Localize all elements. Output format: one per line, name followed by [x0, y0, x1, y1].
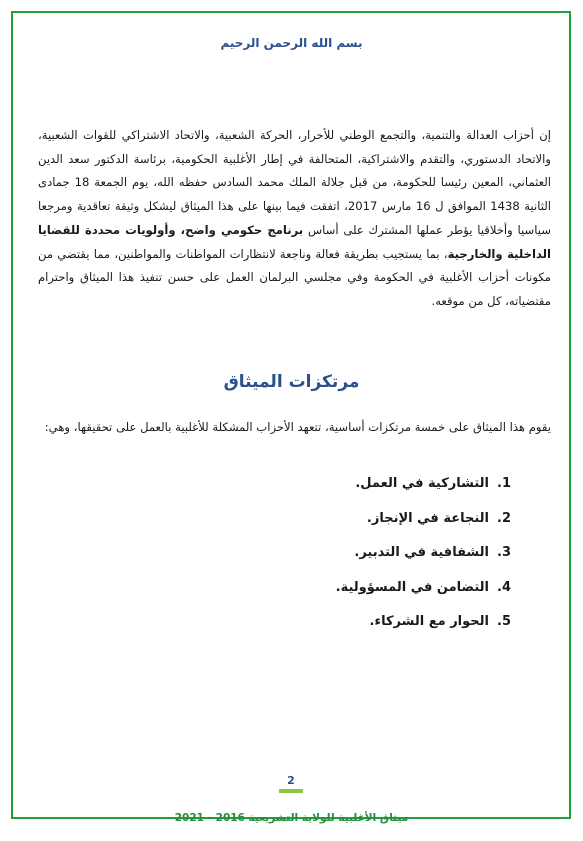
list-item: [211, 476, 511, 511]
footer-text: ميثاق الأغلبية للولاية التشريعية 2016 - 2021: [174, 812, 409, 824]
intro-paragraph: [38, 124, 551, 314]
list-item: [211, 511, 511, 546]
pillars-list: [211, 476, 511, 649]
list-item-number: 3.: [497, 545, 511, 560]
list-item: [211, 580, 511, 615]
page-number: 2: [279, 774, 303, 793]
list-item-number: 2.: [497, 510, 511, 526]
intro-text-part1: إن أحزاب العدالة والتنمية، والتجمع الوطني للأحرار، الحركة الشعبية، والاتحاد الاشتراكي للقوات الشعبية، والاتحاد الدستوري، والتقدم والاشتراكية، المتحالفة في إطار الأغلبية الحكومية، برئاسة الدكتور سعد الدين العثماني، المعين رئيسا للحكومة، من قبل جلالة الملك محمد السادس حفظه الله، يوم الجمعة 18 جمادى الثانية 1438 الموافق ل 16 مارس 2017، اتفقت فيما بينها على هذا الميثاق ليشكل وثيقة تعاقدية ومرجعا سياسيا وأخلاقيا يؤطر عملها المشترك على أساس: [38, 128, 552, 237]
list-item-text: التضامن في المسؤولية.: [335, 579, 489, 595]
basmala-heading: بسم الله الرحمن الرحيم: [220, 36, 363, 50]
list-item-text: التشاركية في العمل.: [355, 476, 489, 491]
intro-text-part2: ، بما يستجيب بطريقة فعالة وناجعة لانتظارات المواطنات والمواطنين، مما يقتضي من مكونات أحزاب الأغلبية في الحكومة وفي مجلسي البرلمان العمل على حسن تنفيذ هذا الميثاق واحترام مقتضياته، كل من موقعه.: [38, 246, 551, 308]
list-item-number: 1.: [497, 476, 511, 491]
list-item: [211, 614, 511, 649]
list-item-text: الشفافية في التدبير.: [354, 545, 489, 560]
list-item-text: النجاعة في الإنجاز.: [366, 510, 489, 526]
section-lead-paragraph: يقوم هذا الميثاق على خمسة مرتكزات أساسية، تتعهد الأحزاب المشكلة للأغلبية بالعمل على تحقيقها، وهي:: [44, 420, 551, 434]
list-item-text: الحوار مع الشركاء.: [369, 614, 489, 629]
intro-bold-text: برنامج حكومي واضح، وأولويات محددة للقضايا الداخلية والخارجية: [38, 222, 551, 261]
list-item: [211, 545, 511, 580]
list-item-number: 4.: [497, 579, 511, 595]
section-title: مرتكزات الميثاق: [223, 372, 360, 392]
list-item-number: 5.: [497, 614, 511, 629]
